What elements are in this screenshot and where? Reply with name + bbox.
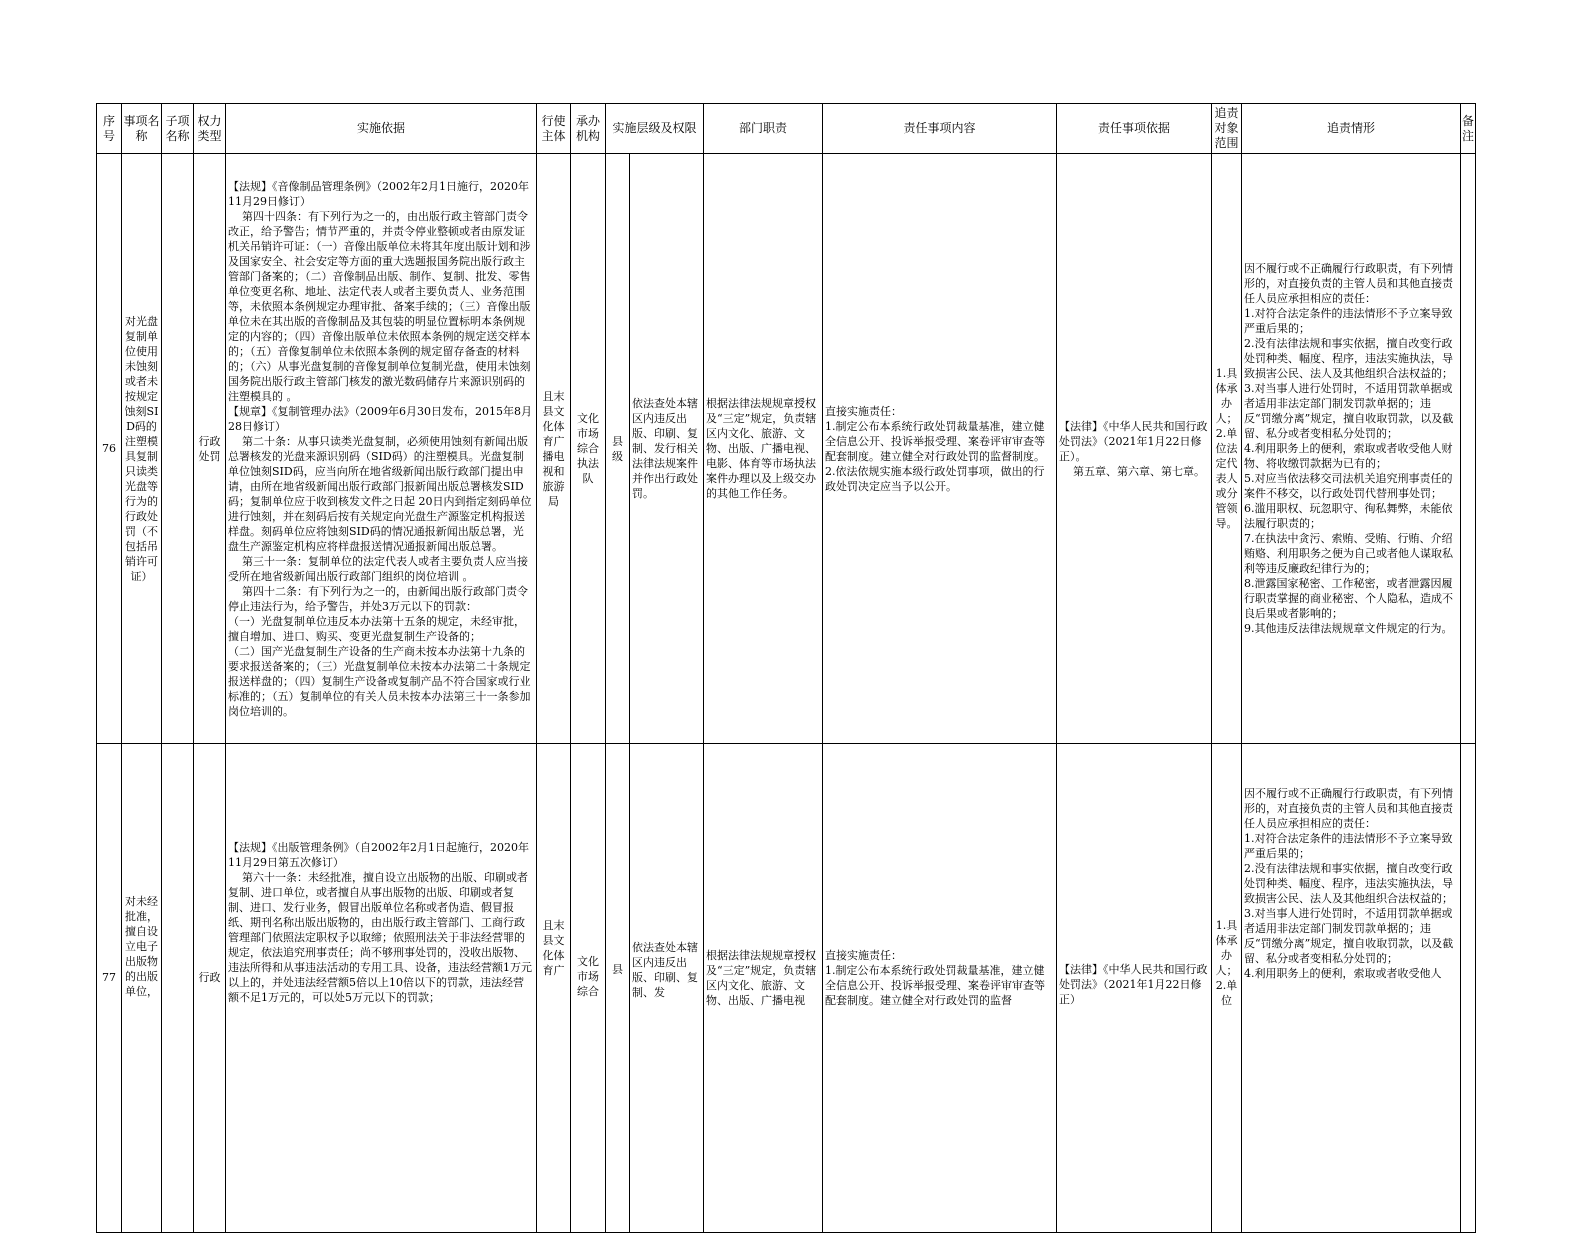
cell-undertaker: 文化市场综合执法队 xyxy=(571,154,606,744)
cell-level-a-wrap xyxy=(606,744,630,1233)
cell-seq-wrap xyxy=(97,744,122,1233)
cell-remark xyxy=(1461,154,1476,744)
header-power-type: 权力类型 xyxy=(194,104,226,154)
header-remark: 备注 xyxy=(1461,104,1476,154)
cell-seq: 77 xyxy=(102,971,116,984)
cell-basis: 【法规】《出版管理条例》（自2002年2月1日起施行，2020年11月29日第五次修订） 第六十一条：未经批准，擅自设立出版物的出版、印刷或者复制、进口单位，或者擅自从事出版物的出版、印刷或者复制、进口、发行业务，假冒出版单位名称或者伪造、假冒报纸、期刊名称出版出版物的，由出版行政主管部门、工商行政管理部门依照法定职权予以取缔；依照刑法关于非法经营罪的规定，依法追究刑事责任；尚不够刑事处罚的，没收出版物、违法所得和从事违法活动的专用工具、设备，违法经营额1万元以上的，并处违法经营额5倍以上10倍以下的罚款，违法经营额不足1万元的，可以处5万元以下的罚款； xyxy=(228,841,532,1004)
responsibility-table xyxy=(96,103,1476,1233)
cell-account-scope: 1.具体承办人；2.单位法定代表人或分管领导。 xyxy=(1212,154,1242,744)
cell-account-scope-wrap xyxy=(1212,744,1242,1233)
cell-level-b-wrap xyxy=(630,744,704,1233)
cell-level-b: 依法查处本辖区内违反出版、印刷、复制、发 xyxy=(632,941,698,999)
cell-resp-content-wrap xyxy=(823,744,1057,1233)
header-level: 实施层级及权限 xyxy=(606,104,704,154)
cell-item-name: 对未经批准，擅自设立电子出版物的出版单位， xyxy=(125,895,158,998)
header-row xyxy=(97,104,1476,154)
cell-seq: 76 xyxy=(97,154,122,744)
header-resp-content: 责任事项内容 xyxy=(823,104,1057,154)
header-undertaker: 承办机构 xyxy=(571,104,606,154)
cell-undertaker: 文化市场综合 xyxy=(577,955,599,998)
header-subject: 行使主体 xyxy=(537,104,571,154)
cell-remark xyxy=(1463,744,1473,1006)
cell-resp-content: 直接实施责任： 1.制定公布本系统行政处罚裁量基准，建立健全信息公开、投诉举报受理、案卷评审审查等配套制度。建立健全对行政处罚的监督制度。 2.依法依规实施本级行政处罚事项，做出的行政处罚决定应当予以公开。 xyxy=(823,154,1057,744)
cell-resp-basis-wrap xyxy=(1057,744,1212,1233)
cell-power-type-wrap xyxy=(194,744,226,1233)
cell-sub-item xyxy=(164,744,191,1006)
cell-basis-wrap xyxy=(226,744,537,1233)
cell-level-b: 依法查处本辖区内违反出版、印刷、复制、发行相关法律法规案件并作出行政处罚。 xyxy=(630,154,704,744)
cell-item-name: 对光盘复制单位使用未蚀刻或者未按规定蚀刻SID码的注塑模具复制只读类光盘等行为的行政处罚（不包括吊销许可证） xyxy=(122,154,162,744)
cell-power-type: 行政处罚 xyxy=(194,154,226,744)
table-row xyxy=(97,744,1476,1233)
cell-basis: 【法规】《音像制品管理条例》（2002年2月1日施行，2020年11月29日修订） 第四十四条：有下列行为之一的，由出版行政主管部门责令改正，给予警告；情节严重的，并责令停业整顿或者由原发证机关吊销许可证：（一）音像出版单位未将其年度出版计划和涉及国家安全、社会安定等方面的重大选题报国务院出版行政主管部门备案的；（二）音像制品出版、制作、复制、批发、零售单位变更名称、地址、法定代表人或者主要负责人、业务范围等，未依照本条例规定办理审批、备案手续的；（三）音像出版单位未在其出版的音像制品及其包装的明显位置标明本条例规定的内容的；（四）音像出版单位未依照本条例的规定送交样本的；（五）音像复制单位未依照本条例的规定留存备查的材料的；（六）从事光盘复制的音像复制单位复制光盘，使用未蚀刻国务院出版行政主管部门核发的激光数码储存片来源识别码的注塑模具的 。 【规章】《复制管理办法》（2009年6月30日发布，2015年8月28日修订） 第二十条：从事只读类光盘复制，必须使用蚀刻有新闻出版总署核发的光盘来源识别码（SID码）的注塑模具。光盘复制单位蚀刻SID码，应当向所在地省级新闻出版行政部门提出申请，由所在地省级新闻出版行政部门报新闻出版总署核发SID码；复制单位应于收到核发文件之日起 20日内到指定刻码单位进行蚀刻，并在刻码后按有关规定向光盘生产源鉴定机构报送样盘。刻码单位应将蚀刻SID码的情况通报新闻出版总署，光盘生产源鉴定机构应将样盘报送情况通报新闻出版总署。 第三十一条：复制单位的法定代表人或者主要负责人应当接受所在地省级新闻出版行政部门组织的岗位培训 。 第四十二条：有下列行为之一的，由新闻出版行政部门责令停止违法行为，给予警告，并处3万元以下的罚款： （一）光盘复制单位违反本办法第十五条的规定，未经审批，擅自增加、进口、购买、变更光盘复制生产设备的； （二）国产光盘复制生产设备的生产商未按本办法第十九条的要求报送备案的；（三）光盘复制单位未按本办法第二十条规定报送样盘的；（四）复制生产设备或复制产品不符合国家或行业标准的；（五）复制单位的有关人员未按本办法第三十一条参加岗位培训的。 xyxy=(226,154,537,744)
cell-dept-duty: 根据法律法规规章授权及“三定”规定，负责辖区内文化、旅游、文物、出版、广播电视、电影、体育等市场执法案件办理以及上级交办的其他工作任务。 xyxy=(704,154,823,744)
cell-account-scope: 1.具体承办人；2.单位 xyxy=(1215,919,1238,1007)
cell-sub-item xyxy=(162,154,194,744)
cell-account-case-wrap xyxy=(1242,744,1461,1233)
cell-sub-item-wrap xyxy=(162,744,194,1233)
header-account-scope: 追责对象范围 xyxy=(1212,104,1242,154)
cell-resp-basis: 【法律】《中华人民共和国行政处罚法》（2021年1月22日修正）。 第五章、第六章、第七章。 xyxy=(1057,154,1212,744)
cell-subject: 且末县文化体育广 xyxy=(542,919,565,977)
cell-resp-basis: 【法律】《中华人民共和国行政处罚法》（2021年1月22日修正） xyxy=(1059,963,1208,1006)
cell-account-case: 因不履行或不正确履行行政职责，有下列情形的，对直接负责的主管人员和其他直接责任人员应承担相应的责任： 1.对符合法定条件的违法情形不予立案导致严重后果的； 2.没有法律法规和事实依据，擅自改变行政处罚种类、幅度、程序，违法实施执法，导致损害公民、法人及其他组织合法权益的； 3.对当事人进行处罚时，不适用罚款单据或者适用非法定部门制发罚款单据的；违反“罚缴分离”规定，擅自收取罚款，以及截留、私分或者变相私分处罚的； 4.利用职务上的便利，索取或者收受他人 xyxy=(1244,787,1454,980)
cell-undertaker-wrap xyxy=(571,744,606,1233)
cell-account-case: 因不履行或不正确履行行政职责，有下列情形的，对直接负责的主管人员和其他直接责任人员应承担相应的责任： 1.对符合法定条件的违法情形不予立案导致严重后果的； 2.没有法律法规和事实依据，擅自改变行政处罚种类、幅度、程序，违法实施执法，导致损害公民、法人及其他组织合法权益的； 3.对当事人进行处罚时，不适用罚款单据或者适用非法定部门制发罚款单据的；违反“罚缴分离”规定，擅自收取罚款，以及截留、私分或者变相私分处罚的； 4.利用职务上的便利，索取或者收受他人财物、将收缴罚款据为已有的； 5.对应当依法移交司法机关追究刑事责任的案件不移交，以行政处罚代替刑事处罚； 6.滥用职权、玩忽职守、徇私舞弊，未能依法履行职责的； 7.在执法中贪污、索贿、受贿、行贿、介绍贿赂、利用职务之便为自己或者他人谋取私利等违反廉政纪律行为的； 8.泄露国家秘密、工作秘密，或者泄露因履行职责掌握的商业秘密、个人隐私，造成不良后果或者影响的； 9.其他违反法律法规规章文件规定的行为。 xyxy=(1242,154,1461,744)
header-account-case: 追责情形 xyxy=(1242,104,1461,154)
cell-item-name-wrap xyxy=(122,744,162,1233)
cell-remark-wrap xyxy=(1461,744,1476,1233)
header-dept-duty: 部门职责 xyxy=(704,104,823,154)
header-basis: 实施依据 xyxy=(226,104,537,154)
header-seq: 序号 xyxy=(97,104,122,154)
cell-level-a: 县 xyxy=(612,963,623,976)
cell-power-type: 行政 xyxy=(198,971,221,984)
table-row xyxy=(97,154,1476,744)
cell-level-a: 县级 xyxy=(606,154,630,744)
cell-resp-content: 直接实施责任： 1.制定公布本系统行政处罚裁量基准，建立健全信息公开、投诉举报受理、案卷评审审查等配套制度。建立健全对行政处罚的监督 xyxy=(825,949,1046,1007)
cell-dept-duty: 根据法律法规规章授权及“三定”规定，负责辖区内文化、旅游、文物、出版、广播电视 xyxy=(706,949,817,1007)
header-item-name: 事项名称 xyxy=(122,104,162,154)
cell-dept-duty-wrap xyxy=(704,744,823,1233)
header-sub-item: 子项名称 xyxy=(162,104,194,154)
header-resp-basis: 责任事项依据 xyxy=(1057,104,1212,154)
cell-subject-wrap xyxy=(537,744,571,1233)
cell-subject: 且末县文化体育广播电视和旅游局 xyxy=(537,154,571,744)
